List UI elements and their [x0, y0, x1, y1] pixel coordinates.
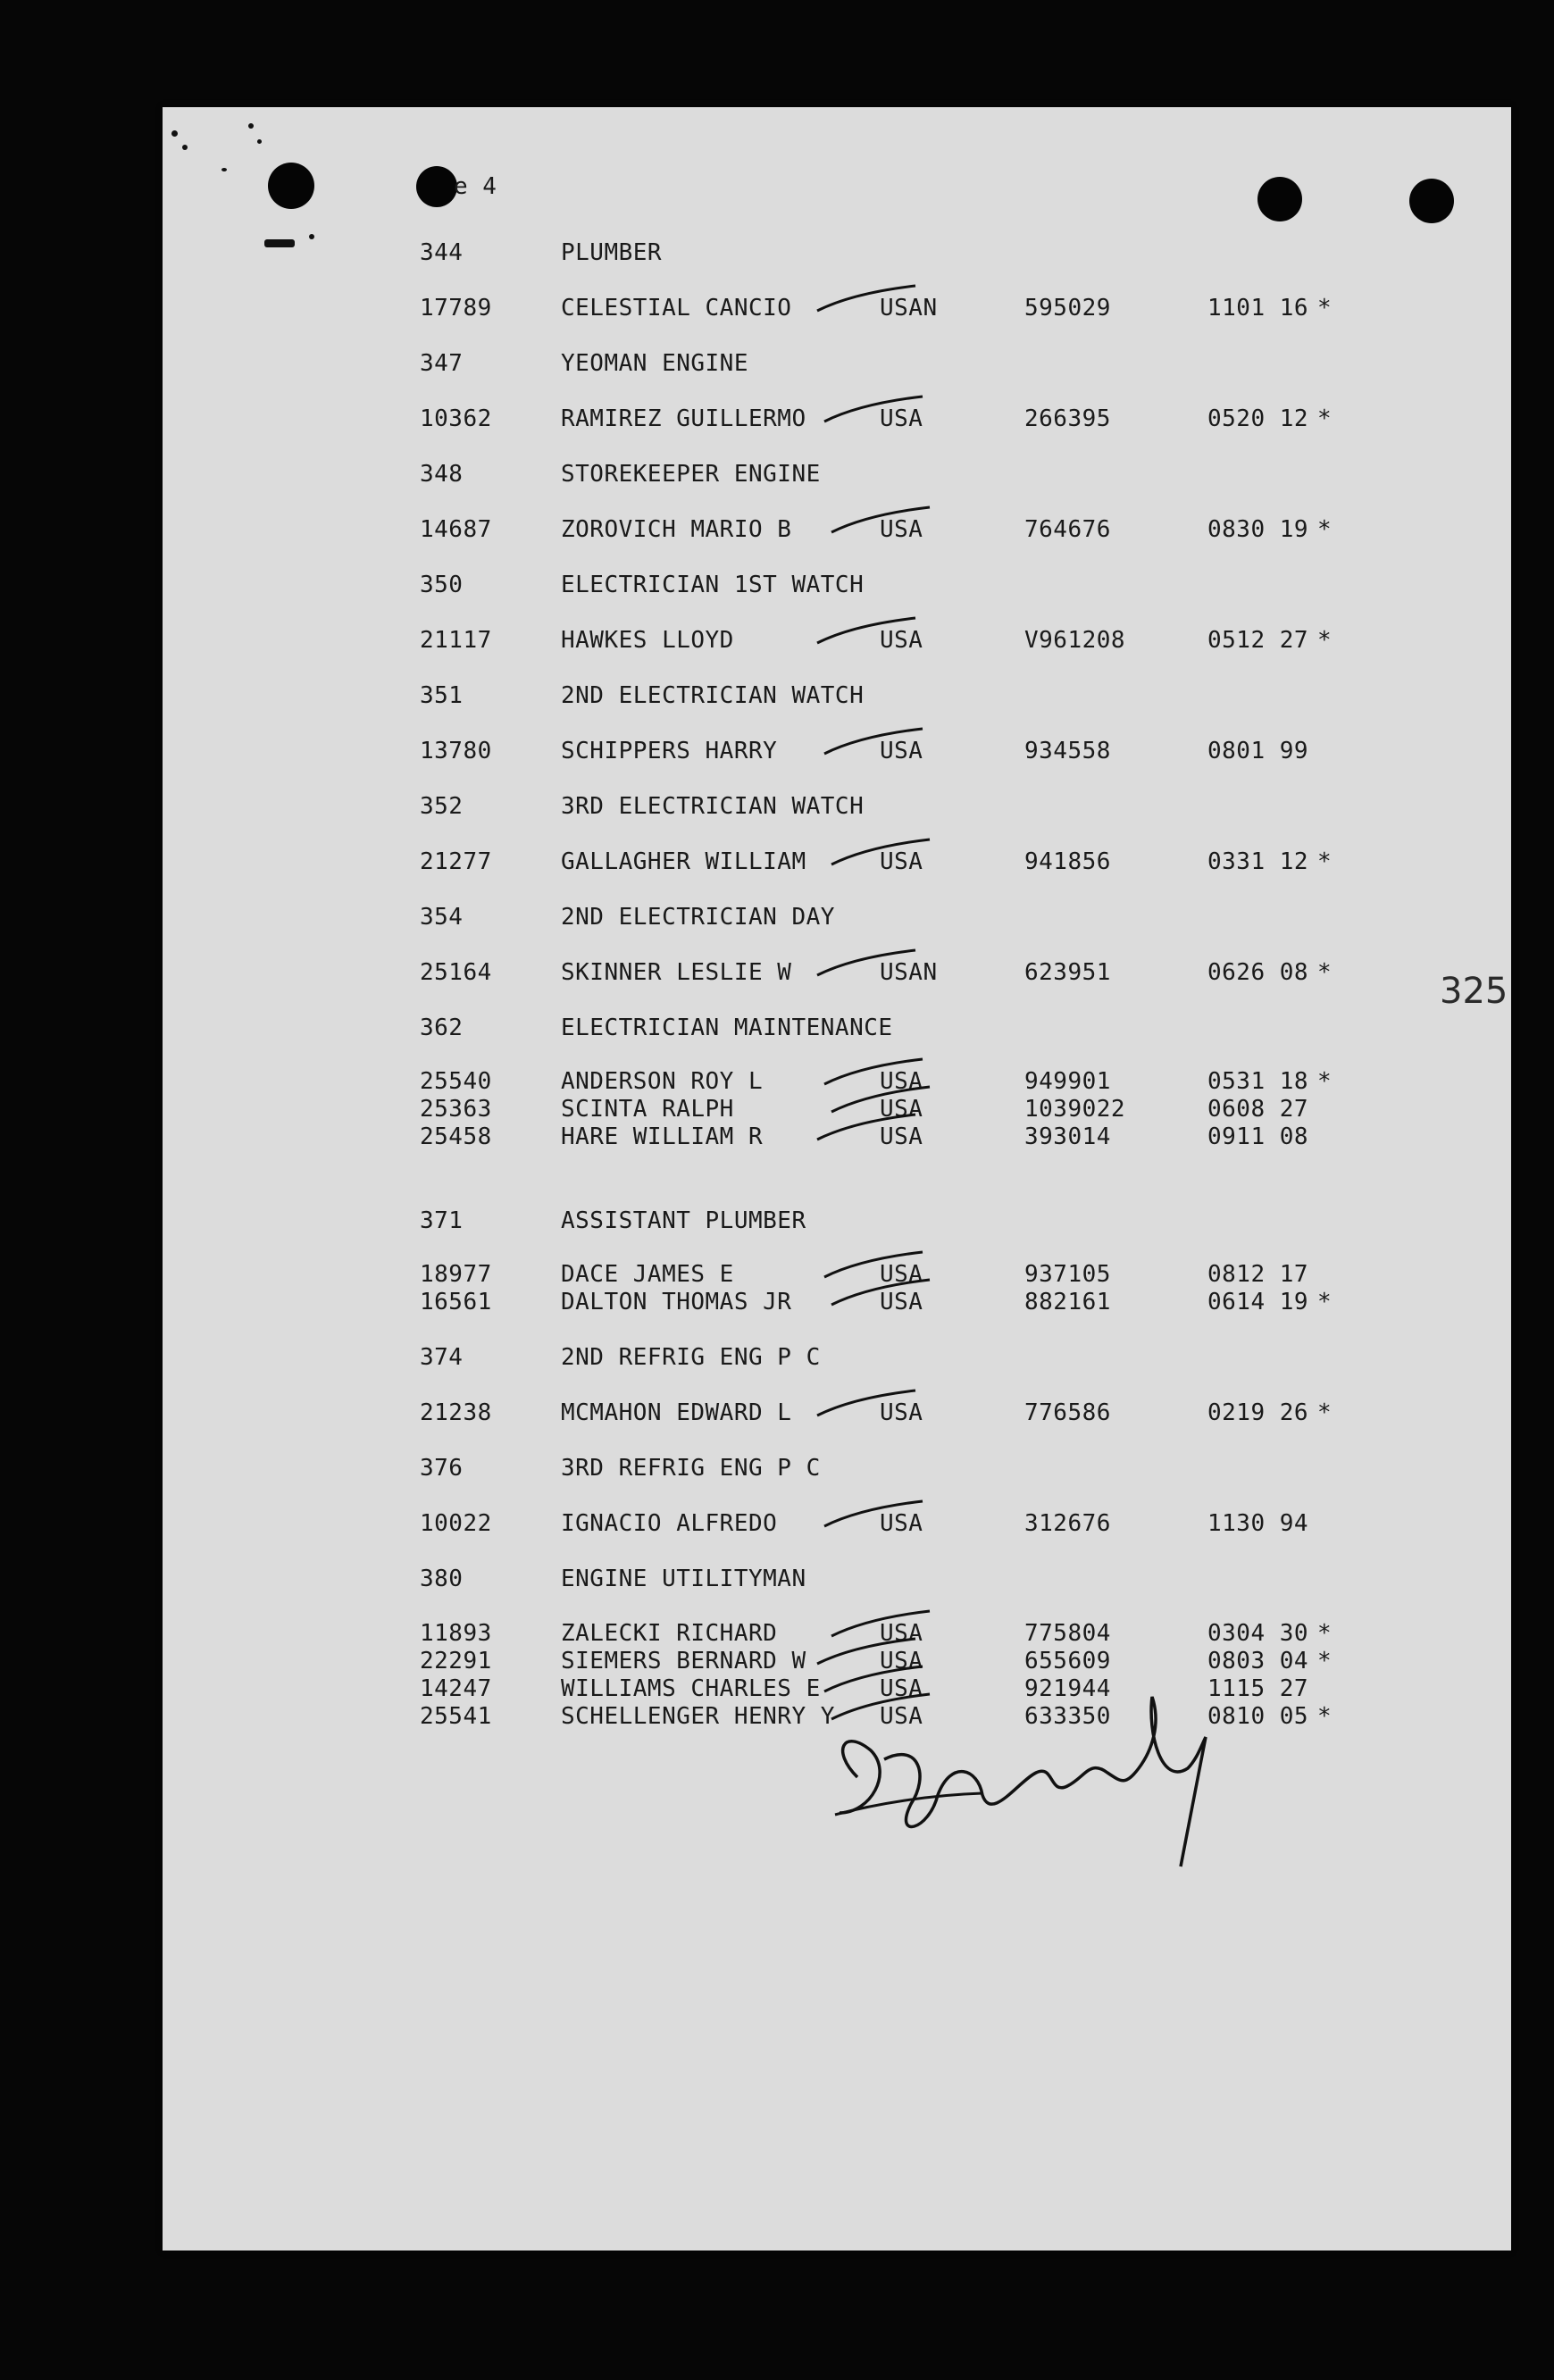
book-number: 18977	[420, 1261, 492, 1288]
book-number: 16561	[420, 1289, 492, 1315]
rating-code: 347	[420, 350, 464, 377]
asterisk: *	[1317, 1068, 1333, 1095]
book-number: 10022	[420, 1510, 492, 1537]
book-number: 13780	[420, 738, 492, 764]
date-code: 0812 17	[1207, 1261, 1309, 1288]
book-number: 11893	[420, 1620, 492, 1647]
document-number: 266395	[1024, 405, 1111, 432]
date-code: 0219 26	[1207, 1399, 1309, 1426]
rating-title: ENGINE UTILITYMAN	[561, 1566, 806, 1592]
nationality: USA	[880, 1703, 923, 1730]
date-code: 0830 19	[1207, 516, 1309, 543]
document-number: 776586	[1024, 1399, 1111, 1426]
nationality: USA	[880, 1399, 923, 1426]
nationality: USA	[880, 738, 923, 764]
rating-title: 2ND REFRIG ENG P C	[561, 1344, 821, 1371]
check-mark	[817, 1115, 915, 1140]
check-mark	[824, 1059, 923, 1084]
document-number: 393014	[1024, 1123, 1111, 1150]
rating-code: 374	[420, 1344, 464, 1371]
asterisk: *	[1317, 627, 1333, 654]
nationality: USA	[880, 1289, 923, 1315]
date-code: 0911 08	[1207, 1123, 1309, 1150]
nationality: USA	[880, 1261, 923, 1288]
check-mark	[817, 1639, 915, 1664]
asterisk: *	[1317, 295, 1333, 322]
document-number: 882161	[1024, 1289, 1111, 1315]
check-mark	[817, 1390, 915, 1415]
book-number: 25541	[420, 1703, 492, 1730]
document-number: 937105	[1024, 1261, 1111, 1288]
crew-name: MCMAHON EDWARD L	[561, 1399, 792, 1426]
asterisk: *	[1317, 848, 1333, 875]
crew-name: ZALECKI RICHARD	[561, 1620, 778, 1647]
rating-code: 380	[420, 1566, 464, 1592]
crew-name: DACE JAMES E	[561, 1261, 734, 1288]
check-mark	[817, 950, 915, 975]
asterisk: *	[1317, 1399, 1333, 1426]
book-number: 25458	[420, 1123, 492, 1150]
rating-code: 354	[420, 904, 464, 931]
crew-name: SCHIPPERS HARRY	[561, 738, 778, 764]
check-mark	[824, 1501, 923, 1526]
rating-title: 2ND ELECTRICIAN DAY	[561, 904, 835, 931]
rating-title: ELECTRICIAN 1ST WATCH	[561, 572, 865, 598]
nationality: USA	[880, 516, 923, 543]
date-code: 0304 30	[1207, 1620, 1309, 1647]
crew-name: GALLAGHER WILLIAM	[561, 848, 806, 875]
crew-name: ZOROVICH MARIO B	[561, 516, 792, 543]
crew-name: SCINTA RALPH	[561, 1096, 734, 1123]
book-number: 25363	[420, 1096, 492, 1123]
date-code: 1115 27	[1207, 1675, 1309, 1702]
rating-title: 2ND ELECTRICIAN WATCH	[561, 682, 865, 709]
date-code: 0531 18	[1207, 1068, 1309, 1095]
crew-name: SCHELLENGER HENRY Y	[561, 1703, 835, 1730]
check-mark	[831, 1694, 930, 1719]
date-code: 0810 05	[1207, 1703, 1309, 1730]
rating-code: 350	[420, 572, 464, 598]
document-number: 764676	[1024, 516, 1111, 543]
check-mark	[831, 1611, 930, 1636]
book-number: 21117	[420, 627, 492, 654]
page-label: e 4	[454, 173, 497, 200]
nationality: USA	[880, 1123, 923, 1150]
rating-code: 376	[420, 1455, 464, 1482]
date-code: 1101 16	[1207, 295, 1309, 322]
book-number: 25164	[420, 959, 492, 986]
crew-name: DALTON THOMAS JR	[561, 1289, 792, 1315]
asterisk: *	[1317, 1620, 1333, 1647]
side-number: 325	[1440, 971, 1508, 1012]
crew-name: ANDERSON ROY L	[561, 1068, 764, 1095]
date-code: 0801 99	[1207, 738, 1309, 764]
nationality: USAN	[880, 295, 938, 322]
asterisk: *	[1317, 405, 1333, 432]
book-number: 21277	[420, 848, 492, 875]
document-number: V961208	[1024, 627, 1126, 654]
rating-code: 362	[420, 1015, 464, 1041]
check-mark	[817, 618, 915, 643]
document-number: 934558	[1024, 738, 1111, 764]
nationality: USA	[880, 848, 923, 875]
rating-code: 348	[420, 461, 464, 488]
document-number: 921944	[1024, 1675, 1111, 1702]
check-mark	[831, 507, 930, 532]
check-mark	[831, 1280, 930, 1305]
nationality: USA	[880, 1675, 923, 1702]
rating-code: 344	[420, 239, 464, 266]
crew-name: SIEMERS BERNARD W	[561, 1648, 806, 1674]
book-number: 14687	[420, 516, 492, 543]
rating-title: PLUMBER	[561, 239, 663, 266]
nationality: USA	[880, 1620, 923, 1647]
rating-title: ELECTRICIAN MAINTENANCE	[561, 1015, 893, 1041]
document-number: 1039022	[1024, 1096, 1126, 1123]
crew-name: IGNACIO ALFREDO	[561, 1510, 778, 1537]
book-number: 22291	[420, 1648, 492, 1674]
crew-name: HARE WILLIAM R	[561, 1123, 764, 1150]
date-code: 1130 94	[1207, 1510, 1309, 1537]
check-mark	[817, 286, 915, 311]
rating-title: 3RD ELECTRICIAN WATCH	[561, 793, 865, 820]
nationality: USA	[880, 405, 923, 432]
rating-title: 3RD REFRIG ENG P C	[561, 1455, 821, 1482]
date-code: 0803 04	[1207, 1648, 1309, 1674]
asterisk: *	[1317, 516, 1333, 543]
check-mark	[831, 839, 930, 864]
date-code: 0520 12	[1207, 405, 1309, 432]
book-number: 25540	[420, 1068, 492, 1095]
date-code: 0512 27	[1207, 627, 1309, 654]
book-number: 10362	[420, 405, 492, 432]
document-number: 775804	[1024, 1620, 1111, 1647]
crew-name: SKINNER LESLIE W	[561, 959, 792, 986]
document-number: 655609	[1024, 1648, 1111, 1674]
rating-title: YEOMAN ENGINE	[561, 350, 748, 377]
date-code: 0626 08	[1207, 959, 1309, 986]
crew-name: WILLIAMS CHARLES E	[561, 1675, 821, 1702]
rating-title: STOREKEEPER ENGINE	[561, 461, 821, 488]
crew-name: CELESTIAL CANCIO	[561, 295, 792, 322]
document-number: 633350	[1024, 1703, 1111, 1730]
asterisk: *	[1317, 1703, 1333, 1730]
document-number: 312676	[1024, 1510, 1111, 1537]
document-number: 941856	[1024, 848, 1111, 875]
nationality: USA	[880, 627, 923, 654]
date-code: 0614 19	[1207, 1289, 1309, 1315]
nationality: USAN	[880, 959, 938, 986]
rating-code: 371	[420, 1207, 464, 1234]
book-number: 21238	[420, 1399, 492, 1426]
check-mark	[831, 1087, 930, 1112]
date-code: 0331 12	[1207, 848, 1309, 875]
document-number: 595029	[1024, 295, 1111, 322]
date-code: 0608 27	[1207, 1096, 1309, 1123]
rating-title: ASSISTANT PLUMBER	[561, 1207, 806, 1234]
book-number: 14247	[420, 1675, 492, 1702]
crew-name: RAMIREZ GUILLERMO	[561, 405, 806, 432]
check-mark	[824, 1252, 923, 1277]
nationality: USA	[880, 1096, 923, 1123]
asterisk: *	[1317, 959, 1333, 986]
rating-code: 351	[420, 682, 464, 709]
signature	[840, 1697, 1206, 1866]
asterisk: *	[1317, 1289, 1333, 1315]
nationality: USA	[880, 1510, 923, 1537]
book-number: 17789	[420, 295, 492, 322]
rating-code: 352	[420, 793, 464, 820]
document-number: 949901	[1024, 1068, 1111, 1095]
check-mark	[824, 729, 923, 754]
asterisk: *	[1317, 1648, 1333, 1674]
nationality: USA	[880, 1068, 923, 1095]
check-mark	[824, 397, 923, 422]
crew-name: HAWKES LLOYD	[561, 627, 734, 654]
nationality: USA	[880, 1648, 923, 1674]
document-number: 623951	[1024, 959, 1111, 986]
check-mark	[824, 1666, 923, 1691]
